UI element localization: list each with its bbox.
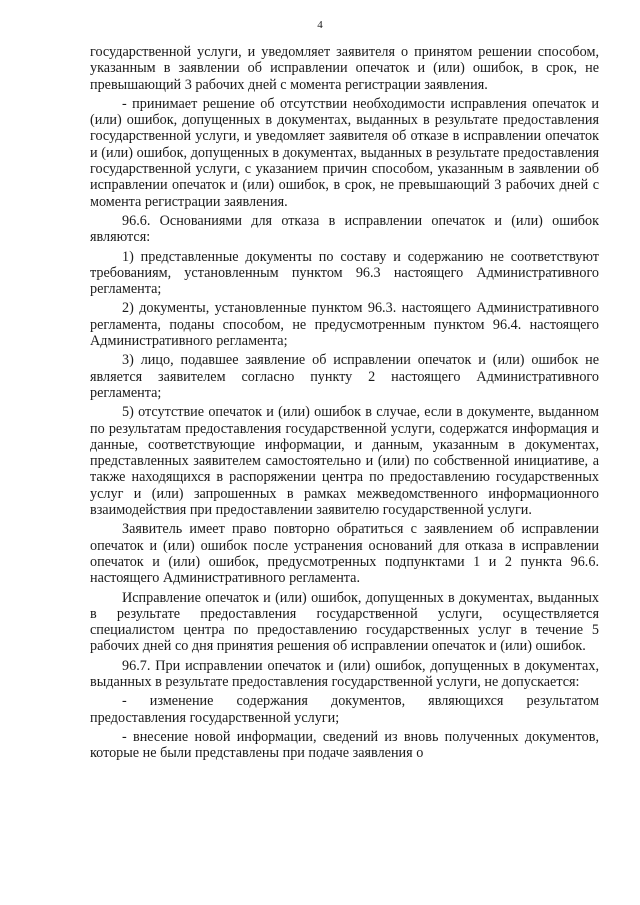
paragraph-section-96-7: 96.7. При исправлении опечаток и (или) ошибок, допущенных в документах, выданных в результате предоставления государственной услуги, не допускается: <box>90 657 599 690</box>
paragraph-section-96-6: 96.6. Основаниями для отказа в исправлении опечаток и (или) ошибок являются: <box>90 212 599 246</box>
list-item-content-change: - изменение содержания документов, являющихся результатом предоставления государственной услуги; <box>90 693 599 726</box>
list-item-new-information: - внесение новой информации, сведений из вновь полученных документов, которые не были представлены при подаче заявления о <box>90 728 599 762</box>
paragraph-reapply-right: Заявитель имеет право повторно обратиться с заявлением об исправлении опечаток и (или) ошибок после устранения оснований для отказа в исправлении опечаток и (или) ошибок, предусмотренных подпунктами 1 и 2 пункта 96.6. настоящего Административного регламента. <box>90 521 599 587</box>
list-item-5: 5) отсутствие опечаток и (или) ошибок в случае, если в документе, выданном по результатам предоставления государственной услуги, содержатся информация и данные, соответствующие информации, и данным, указанным в документах, представленных заявителем самостоятельно и (или) по собственной инициативе, а также находящихся в распоряжении центра по предоставлению государственных услуг и (или) запрошенных в рамках межведомственного информационного взаимодействия при предоставлении заявителю государственной услуги. <box>90 404 599 519</box>
paragraph-correction-term: Исправление опечаток и (или) ошибок, допущенных в документах, выданных в результате предоставления государственной услуги, осуществляется специалистом центра по предоставлению государственных услуг в течение 5 рабочих дней со дня принятия решения об исправлении опечаток и (или) ошибок. <box>90 589 599 655</box>
document-body <box>90 44 599 764</box>
list-item-2: 2) документы, установленные пунктом 96.3. настоящего Административного регламента, поданы способом, не предусмотренным пунктом 96.4. настоящего Административного регламента; <box>90 300 599 350</box>
paragraph-continuation: государственной услуги, и уведомляет заявителя о принятом решении способом, указанным в заявлении об исправлении опечаток и (или) ошибок, в срок, не превышающий 3 рабочих дней с момента регистрации заявления. <box>90 44 599 93</box>
page-number: 4 <box>317 19 323 31</box>
list-item-1: 1) представленные документы по составу и содержанию не соответствуют требованиям, установленным пунктом 96.3 настоящего Административного регламента; <box>90 248 599 298</box>
list-item-3: 3) лицо, подавшее заявление об исправлении опечаток и (или) ошибок не является заявителем согласно пункту 2 настоящего Административного регламента; <box>90 352 599 401</box>
paragraph-refusal-decision: - принимает решение об отсутствии необходимости исправления опечаток и (или) ошибок, допущенных в документах, выданных в результате предоставления государственной услуги, и уведомляет заявителя об отказе в исправлении опечаток и (или) ошибок, допущенных в документах, выданных в результате предоставления государственной услуги, с указанием причин способом, указанным в заявлении об исправлении опечаток и (или) ошибок, в срок, не превышающий 3 рабочих дней с момента регистрации заявления. <box>90 95 599 210</box>
